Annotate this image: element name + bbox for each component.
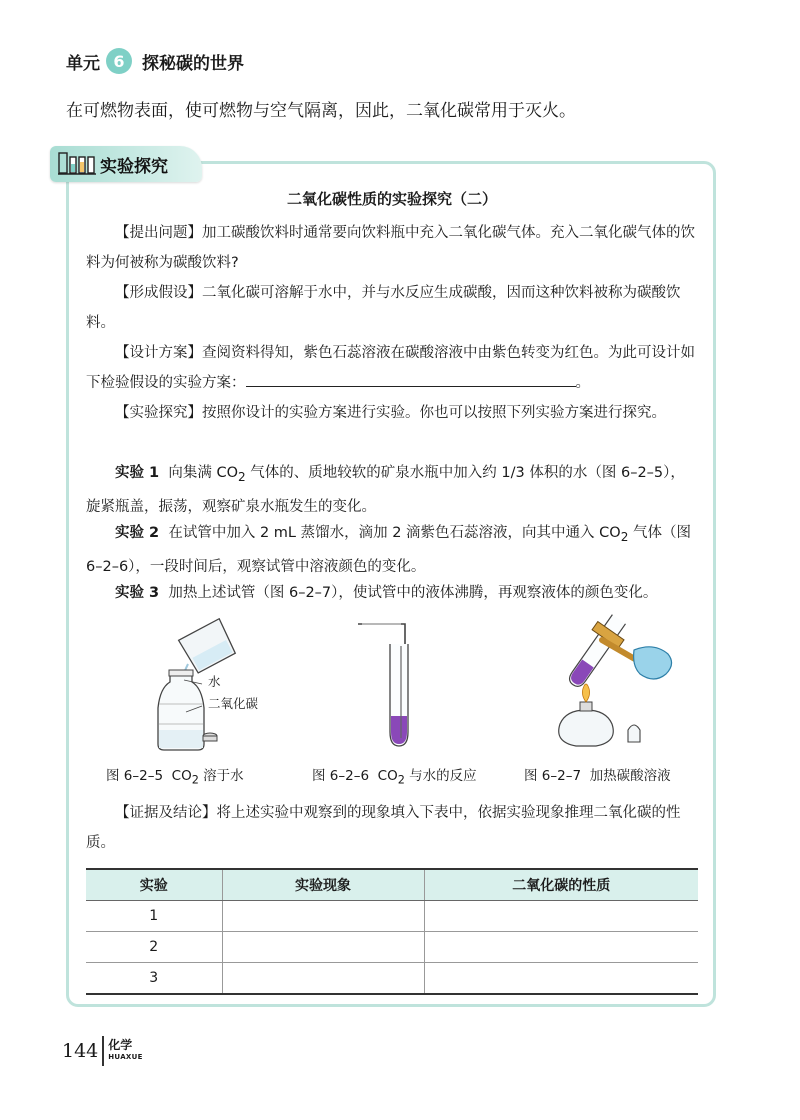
intro-text: 在可燃物表面，使可燃物与空气隔离，因此，二氧化碳常用于灭火。 — [66, 101, 576, 121]
table-row — [86, 932, 698, 963]
figure-626-pre: CO — [377, 768, 398, 784]
table-cell-property[interactable] — [424, 901, 698, 932]
table-cell-property[interactable] — [424, 963, 698, 995]
experiment-2-text-post: 气体（图 6–2–6），一段时间后，观察试管中溶液颜色的变化。 — [86, 525, 692, 575]
conclusion-text: 将上述实验中观察到的现象填入下表中，依据实验现象推理二氧化碳的性质。 — [86, 805, 681, 851]
unit-header — [66, 48, 244, 74]
subject-mark — [108, 1039, 142, 1063]
experiment-1-subscript: 2 — [238, 469, 246, 484]
table-header-experiment: 实验 — [86, 869, 222, 901]
design-end-mark: 。 — [575, 375, 590, 391]
figure-627-pre: 加热碳酸溶液 — [589, 768, 671, 784]
figure-625-id: 图 6–2–5 — [106, 768, 164, 784]
figure-626-sub: 2 — [397, 773, 405, 787]
raise-question-label: 【提出问题】 — [115, 225, 202, 241]
raise-question-paragraph — [86, 218, 698, 278]
unit-title: 探秘碳的世界 — [142, 53, 244, 74]
conclusion-paragraph — [86, 798, 698, 858]
table-header-phenomenon: 实验现象 — [222, 869, 424, 901]
design-text: 查阅资料得知，紫色石蕊溶液在碳酸溶液中由紫色转变为红色。为此可设计如下检验假设的实验方案： — [86, 345, 695, 391]
table-row — [86, 963, 698, 995]
table-cell-phenomenon[interactable] — [222, 932, 424, 963]
experiment-3-label: 实验 3 — [115, 585, 160, 601]
hypothesis-label: 【形成假设】 — [115, 285, 202, 301]
figure-627-id: 图 6–2–7 — [524, 768, 582, 784]
subject-cn: 化学 — [108, 1038, 133, 1052]
results-table — [86, 868, 698, 995]
figure-625-sub: 2 — [191, 773, 199, 787]
table-row — [86, 901, 698, 932]
figure-label-water: 水 — [208, 674, 221, 689]
figure-626-post: 与水的反应 — [404, 768, 477, 784]
design-label: 【设计方案】 — [115, 345, 202, 361]
section-tag-label: 实验探究 — [100, 157, 168, 177]
figure-test-tube-illustration — [354, 620, 414, 752]
design-paragraph — [86, 338, 698, 398]
answer-blank-line[interactable] — [246, 368, 576, 387]
figure-caption-627 — [524, 764, 671, 784]
explore-paragraph — [86, 398, 698, 428]
experiment-1-paragraph — [86, 458, 698, 522]
experiment-2-subscript: 2 — [620, 529, 629, 544]
experiment-2-paragraph — [86, 518, 698, 582]
table-cell-phenomenon[interactable] — [222, 963, 424, 995]
figure-caption-626 — [312, 764, 477, 787]
table-cell-experiment: 3 — [86, 963, 222, 995]
table-cell-property[interactable] — [424, 932, 698, 963]
section-title: 二氧化碳性质的实验探究（二） — [286, 190, 497, 208]
experiment-2-label: 实验 2 — [115, 525, 160, 541]
experiment-3-text: 加热上述试管（图 6–2–7），使试管中的液体沸腾，再观察液体的颜色变化。 — [168, 585, 658, 601]
lab-glassware-icon — [58, 150, 96, 178]
experiment-1-text-pre: 向集满 CO — [168, 465, 239, 481]
explore-label: 【实验探究】 — [115, 405, 202, 421]
hypothesis-text: 二氧化碳可溶解于水中，并与水反应生成碳酸，因而这种饮料被称为碳酸饮料。 — [86, 285, 681, 331]
subject-en: HUAXUE — [108, 1053, 143, 1061]
conclusion-label: 【证据及结论】 — [115, 805, 217, 821]
experiment-2-text-pre: 在试管中加入 2 mL 蒸馏水，滴加 2 滴紫色石蕊溶液，向其中通入 CO — [168, 525, 621, 541]
figure-625-post: 溶于水 — [198, 768, 244, 784]
page-footer — [62, 1036, 143, 1066]
hypothesis-paragraph — [86, 278, 698, 338]
figure-caption-625 — [106, 764, 244, 787]
table-header-row — [86, 869, 698, 901]
raise-question-text: 加工碳酸饮料时通常要向饮料瓶中充入二氧化碳气体。充入二氧化碳气体的饮料为何被称为碳酸饮料? — [86, 225, 695, 271]
table-header-property: 二氧化碳的性质 — [424, 869, 698, 901]
experiment-1-label: 实验 1 — [115, 465, 160, 481]
table-cell-experiment: 2 — [86, 932, 222, 963]
experiment-3-paragraph — [86, 578, 698, 608]
section-tag — [50, 146, 202, 182]
unit-label: 单元 — [66, 53, 100, 74]
footer-divider — [102, 1036, 104, 1066]
figure-label-co2: 二氧化碳 — [208, 696, 259, 711]
page-number: 144 — [62, 1040, 99, 1062]
figure-626-id: 图 6–2–6 — [312, 768, 370, 784]
explore-text: 按照你设计的实验方案进行实验。你也可以按照下列实验方案进行探究。 — [202, 405, 666, 421]
figure-heating-illustration — [536, 612, 686, 754]
table-cell-phenomenon[interactable] — [222, 901, 424, 932]
figure-625-pre: CO — [171, 768, 192, 784]
table-cell-experiment: 1 — [86, 901, 222, 932]
experiment-1-text-post: 气体的、质地较软的矿泉水瓶中加入约 1/3 体积的水（图 6–2–5），旋紧瓶盖，振荡，观察矿泉水瓶发生的变化。 — [86, 465, 685, 515]
unit-number-badge: 6 — [106, 48, 132, 74]
